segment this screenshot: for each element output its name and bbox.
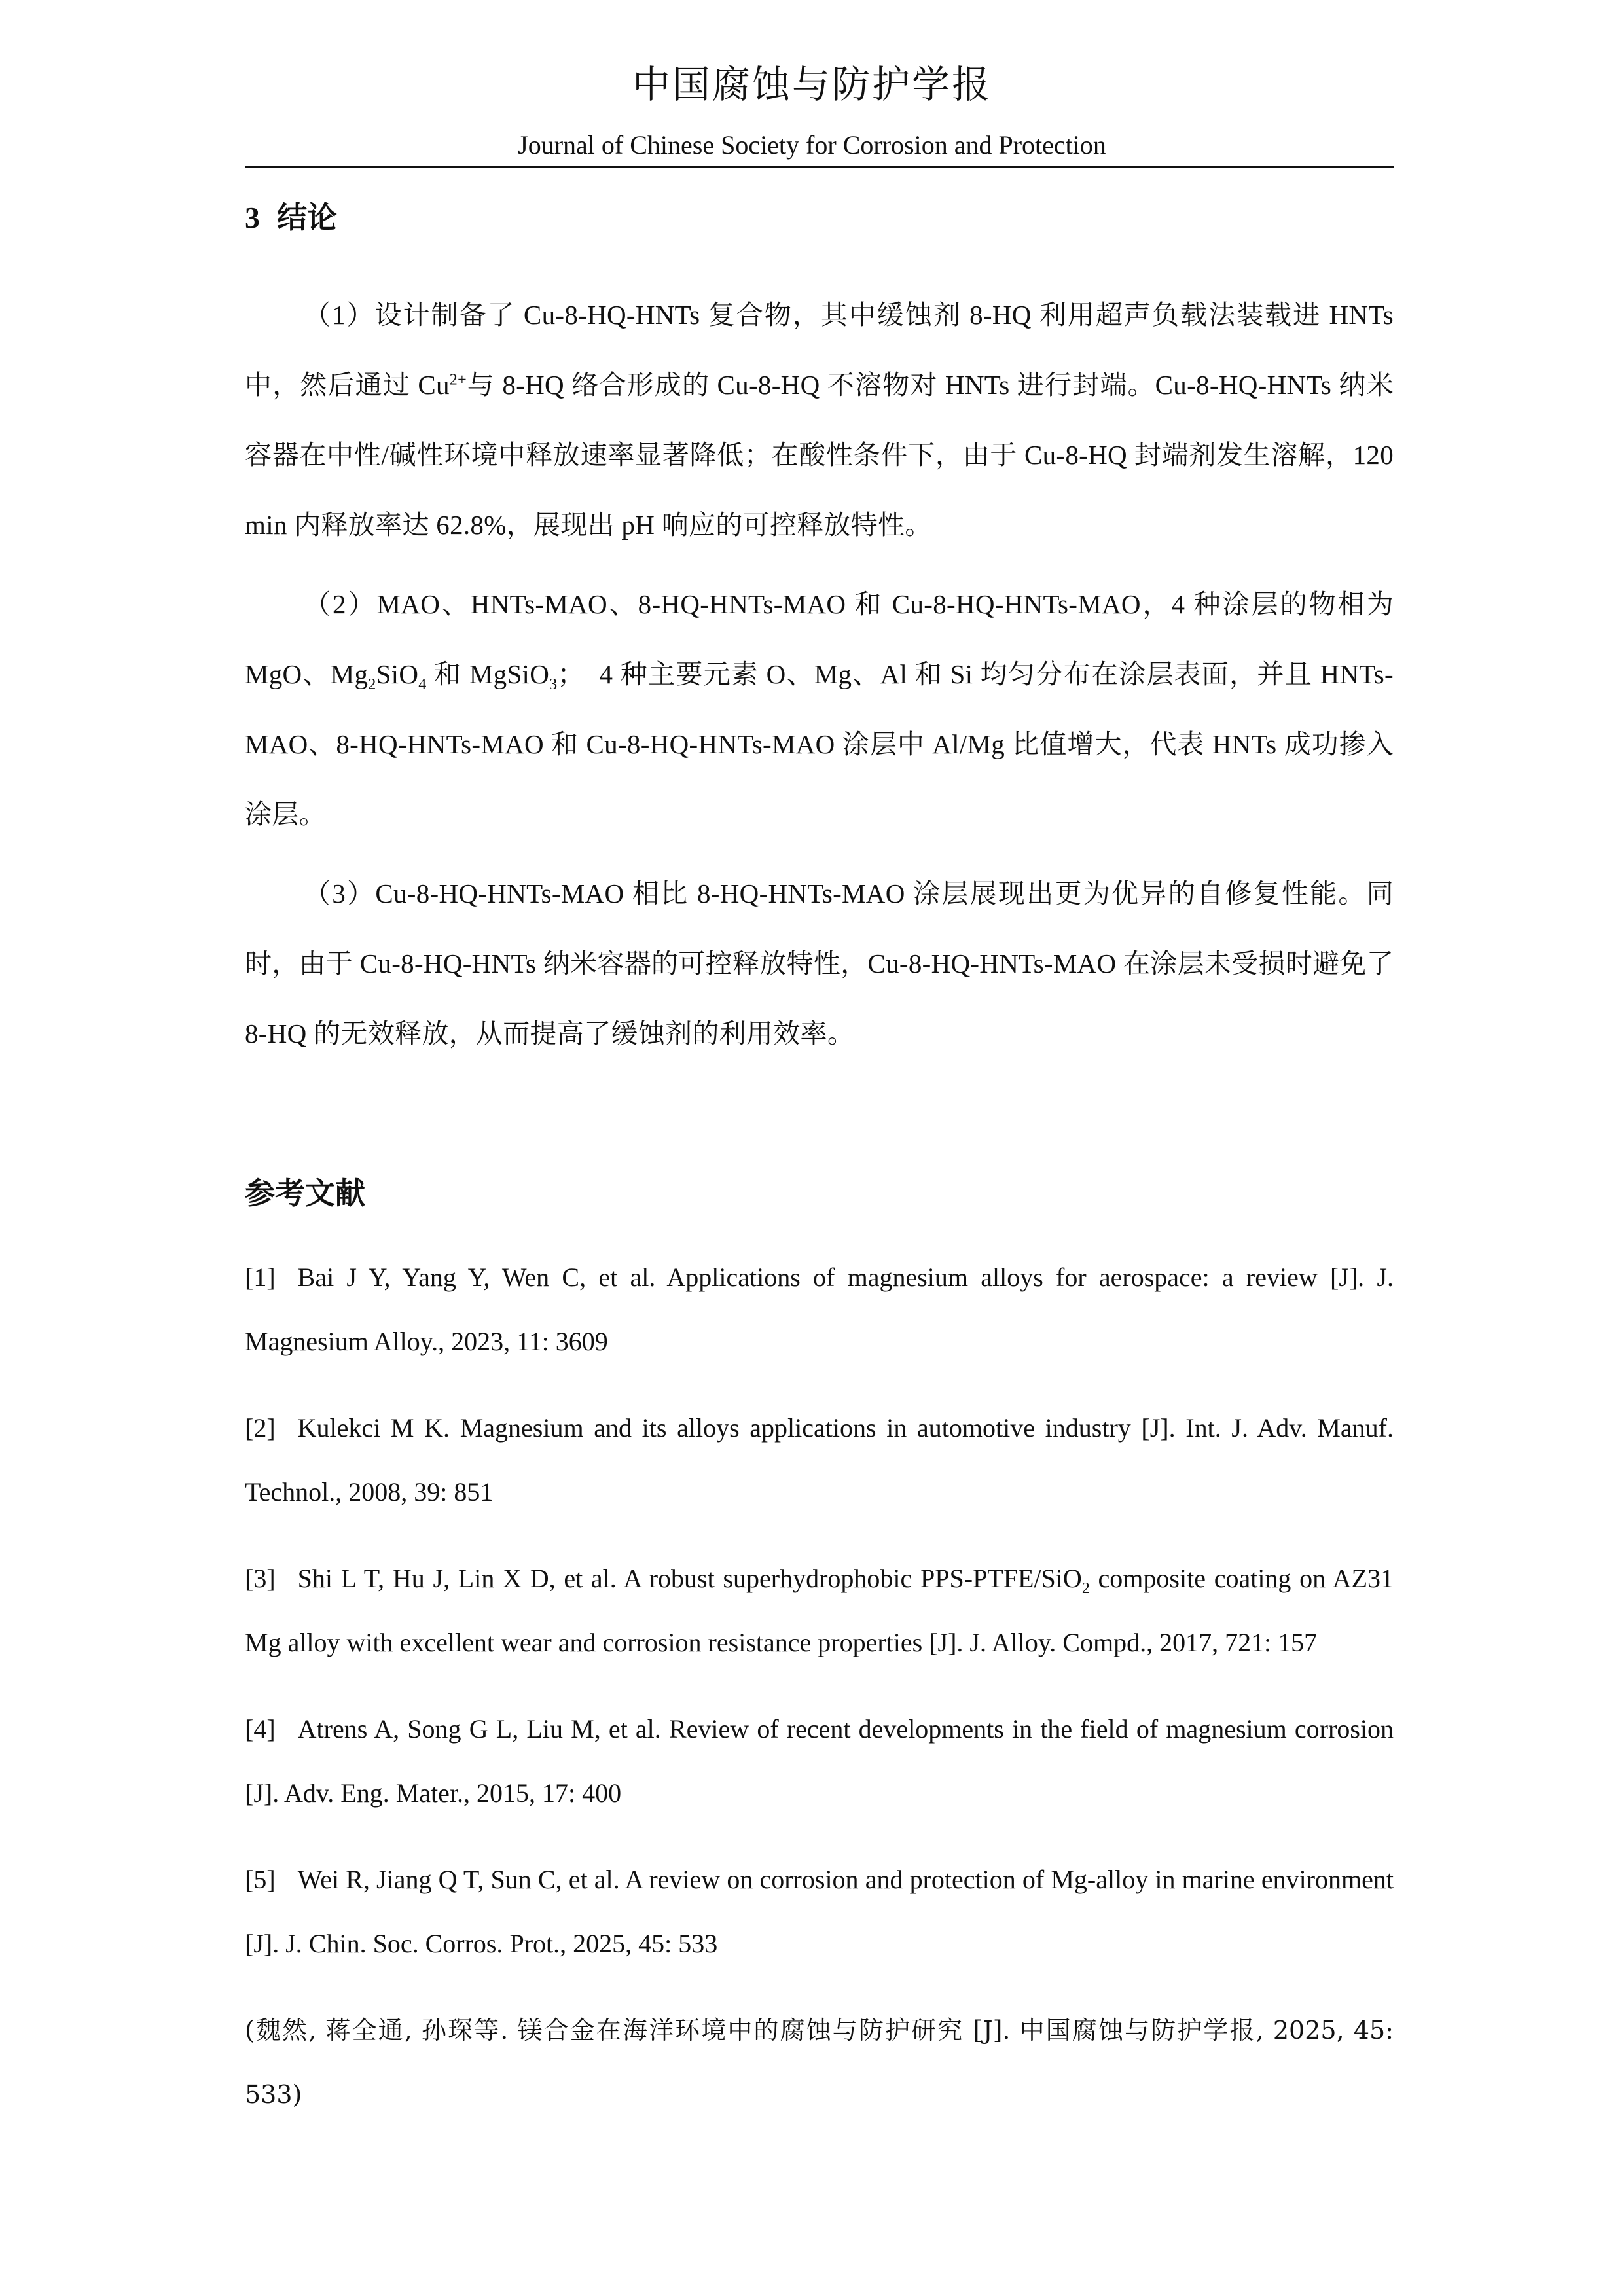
section-title: 结论 bbox=[277, 200, 337, 235]
text-run: 和 MgSiO bbox=[426, 659, 550, 689]
reference-text: Bai J Y, Yang Y, Wen C, et al. Applications of magnesium alloys for aerospace: a review [J]. J. Magnesium Alloy., 2023, 11: 3609 bbox=[245, 1263, 1394, 1356]
reference-item bbox=[245, 1697, 1394, 1825]
text-run: SiO bbox=[376, 659, 419, 689]
section-heading bbox=[245, 198, 1394, 237]
reference-item bbox=[245, 1396, 1394, 1524]
page-content bbox=[245, 191, 1394, 2149]
subscript: 2 bbox=[368, 676, 376, 694]
references-heading: 参考文献 bbox=[245, 1175, 365, 1211]
conclusion-paragraph-1 bbox=[245, 280, 1394, 560]
conclusion-paragraph-2 bbox=[245, 569, 1394, 850]
subscript: 2 bbox=[1081, 1580, 1090, 1597]
conclusion-paragraph-3: （3）Cu-8-HQ-HNTs-MAO 相比 8-HQ-HNTs-MAO 涂层展现出更为优异的自修复性能。同时，由于 Cu-8-HQ-HNTs 纳米容器的可控释放特性，Cu-8-HQ-HNTs-MAO 在涂层未受损时避免了 8-HQ 的无效释放，从而提高了缓蚀剂的利用效率。 bbox=[245, 878, 1394, 1049]
subscript: 3 bbox=[549, 676, 558, 694]
reference-item bbox=[245, 1246, 1394, 1374]
reference-text: Kulekci M K. Magnesium and its alloys applications in automotive industry [J]. Int. J. Adv. Manuf. Technol., 2008, 39: 851 bbox=[245, 1413, 1394, 1507]
journal-title-cn: 中国腐蚀与防护学报 bbox=[632, 62, 992, 107]
text-run: 与 8-HQ 络合形成的 Cu-8-HQ 不溶物对 HNTs 进行封端。Cu-8-HQ-HNTs 纳米容器在中性/碱性环境中释放速率显著降低；在酸性条件下，由于 Cu-8-HQ 封端剂发生溶解，120 min 内释放率达 62.8%，展现出 pH 响应的可控释放特性。 bbox=[245, 370, 1394, 540]
reference-index: [4] bbox=[245, 1714, 276, 1744]
reference-index: [5] bbox=[245, 1865, 276, 1894]
reference-text: Wei R, Jiang Q T, Sun C, et al. A review on corrosion and protection of Mg-alloy in marine environment [J]. J. Chin. Soc. Corros. Prot., 2025, 45: 533 bbox=[245, 1865, 1394, 1958]
reference-text: Atrens A, Song G L, Liu M, et al. Review of recent developments in the field of magnesium corrosion [J]. Adv. Eng. Mater., 2015, 17: 400 bbox=[245, 1714, 1394, 1808]
reference-item-cn: (魏然, 蒋全通, 孙琛等. 镁合金在海洋环境中的腐蚀与防护研究 [J]. 中国腐蚀与防护学报, 2025, 45: 533) bbox=[245, 2016, 1394, 2109]
reference-index: [1] bbox=[245, 1263, 276, 1292]
reference-item bbox=[245, 1848, 1394, 1976]
superscript: 2+ bbox=[449, 371, 467, 389]
reference-index: [2] bbox=[245, 1413, 276, 1443]
reference-text: composite coating on AZ31 Mg alloy with excellent wear and corrosion resistance properties [J]. J. Alloy. Compd., 2017, 721: 157 bbox=[245, 1564, 1394, 1657]
text-run: （2）MAO、HNTs-MAO、8-HQ-HNTs-MAO 和 Cu-8-HQ-HNTs-MAO，4 种涂层的物相为 MgO、Mg bbox=[245, 589, 1394, 689]
reference-text: Shi L T, Hu J, Lin X D, et al. A robust superhydrophobic PPS-PTFE/SiO bbox=[297, 1564, 1082, 1593]
subscript: 4 bbox=[418, 676, 427, 694]
section-number: 3 bbox=[245, 201, 260, 234]
reference-index: [3] bbox=[245, 1564, 276, 1593]
reference-item bbox=[245, 1547, 1394, 1675]
header-divider bbox=[245, 166, 1394, 168]
journal-title-en: Journal of Chinese Society for Corrosion and Protection bbox=[518, 130, 1106, 160]
text-run: （1）设计制备了 Cu-8-HQ-HNTs 复合物，其中缓蚀剂 8-HQ 利用超声负载法装载进 HNTs 中，然后通过 Cu bbox=[245, 300, 1394, 400]
text-run: ； 4 种主要元素 O、Mg、Al 和 Si 均匀分布在涂层表面，并且 HNTs-MAO、8-HQ-HNTs-MAO 和 Cu-8-HQ-HNTs-MAO 涂层中 Al/Mg 比值增大，代表 HNTs 成功掺入涂层。 bbox=[245, 659, 1394, 829]
